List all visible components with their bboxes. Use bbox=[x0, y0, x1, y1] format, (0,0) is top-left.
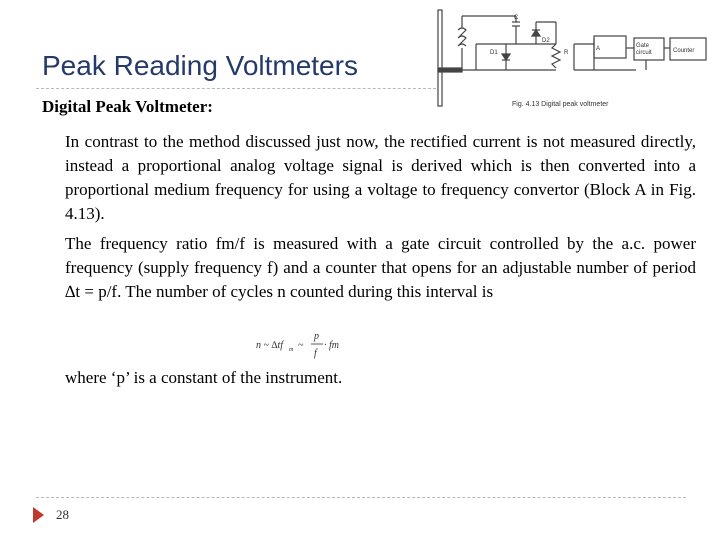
figure-caption: Fig. 4.13 Digital peak voltmeter bbox=[512, 101, 609, 108]
formula-numerator: p bbox=[314, 331, 319, 342]
bullet-text-2: The frequency ratio fm/f is measured with a gate circuit controlled by the a.c. power frequency (supply frequency f) and a counter that opens for an adjustable number of period ∆t = p/f. The number of cycles n counted during this interval is bbox=[65, 234, 696, 301]
bullet-text-1: In contrast to the method discussed just now, the rectified current is not measured directly, instead a proportional analog voltage signal is derived which is then converted into a proportional medium frequency for using a voltage to frequency convertor (Block A in Fig. 4.13). bbox=[65, 132, 696, 223]
title-divider bbox=[36, 88, 436, 89]
bullet-text-3: where ‘p’ is a constant of the instrument. bbox=[65, 368, 343, 387]
label-c: C bbox=[514, 15, 519, 21]
formula-subscript: m bbox=[289, 347, 294, 353]
label-d1: D1 bbox=[490, 50, 498, 56]
cycle-count-formula bbox=[256, 328, 352, 362]
label-gate: Gate bbox=[636, 43, 650, 49]
formula-rhs: · fm bbox=[324, 340, 339, 351]
formula-denominator: f bbox=[314, 348, 317, 359]
footer-divider bbox=[36, 497, 686, 498]
slide-title: Peak Reading Voltmeters bbox=[42, 50, 358, 81]
label-d2: D2 bbox=[542, 38, 550, 44]
section-subheading: Digital Peak Voltmeter: bbox=[42, 97, 213, 116]
label-a: A bbox=[596, 46, 601, 52]
formula-lhs: n ~ ∆tf bbox=[256, 340, 284, 351]
circuit-diagram bbox=[436, 8, 710, 112]
page-number: 28 bbox=[56, 507, 69, 522]
arrow-icon bbox=[33, 507, 44, 523]
formula-equals: ~ bbox=[298, 340, 304, 351]
label-r: R bbox=[564, 50, 569, 56]
label-counter: Counter bbox=[673, 48, 695, 54]
label-gate-circuit: circuit bbox=[636, 50, 652, 56]
